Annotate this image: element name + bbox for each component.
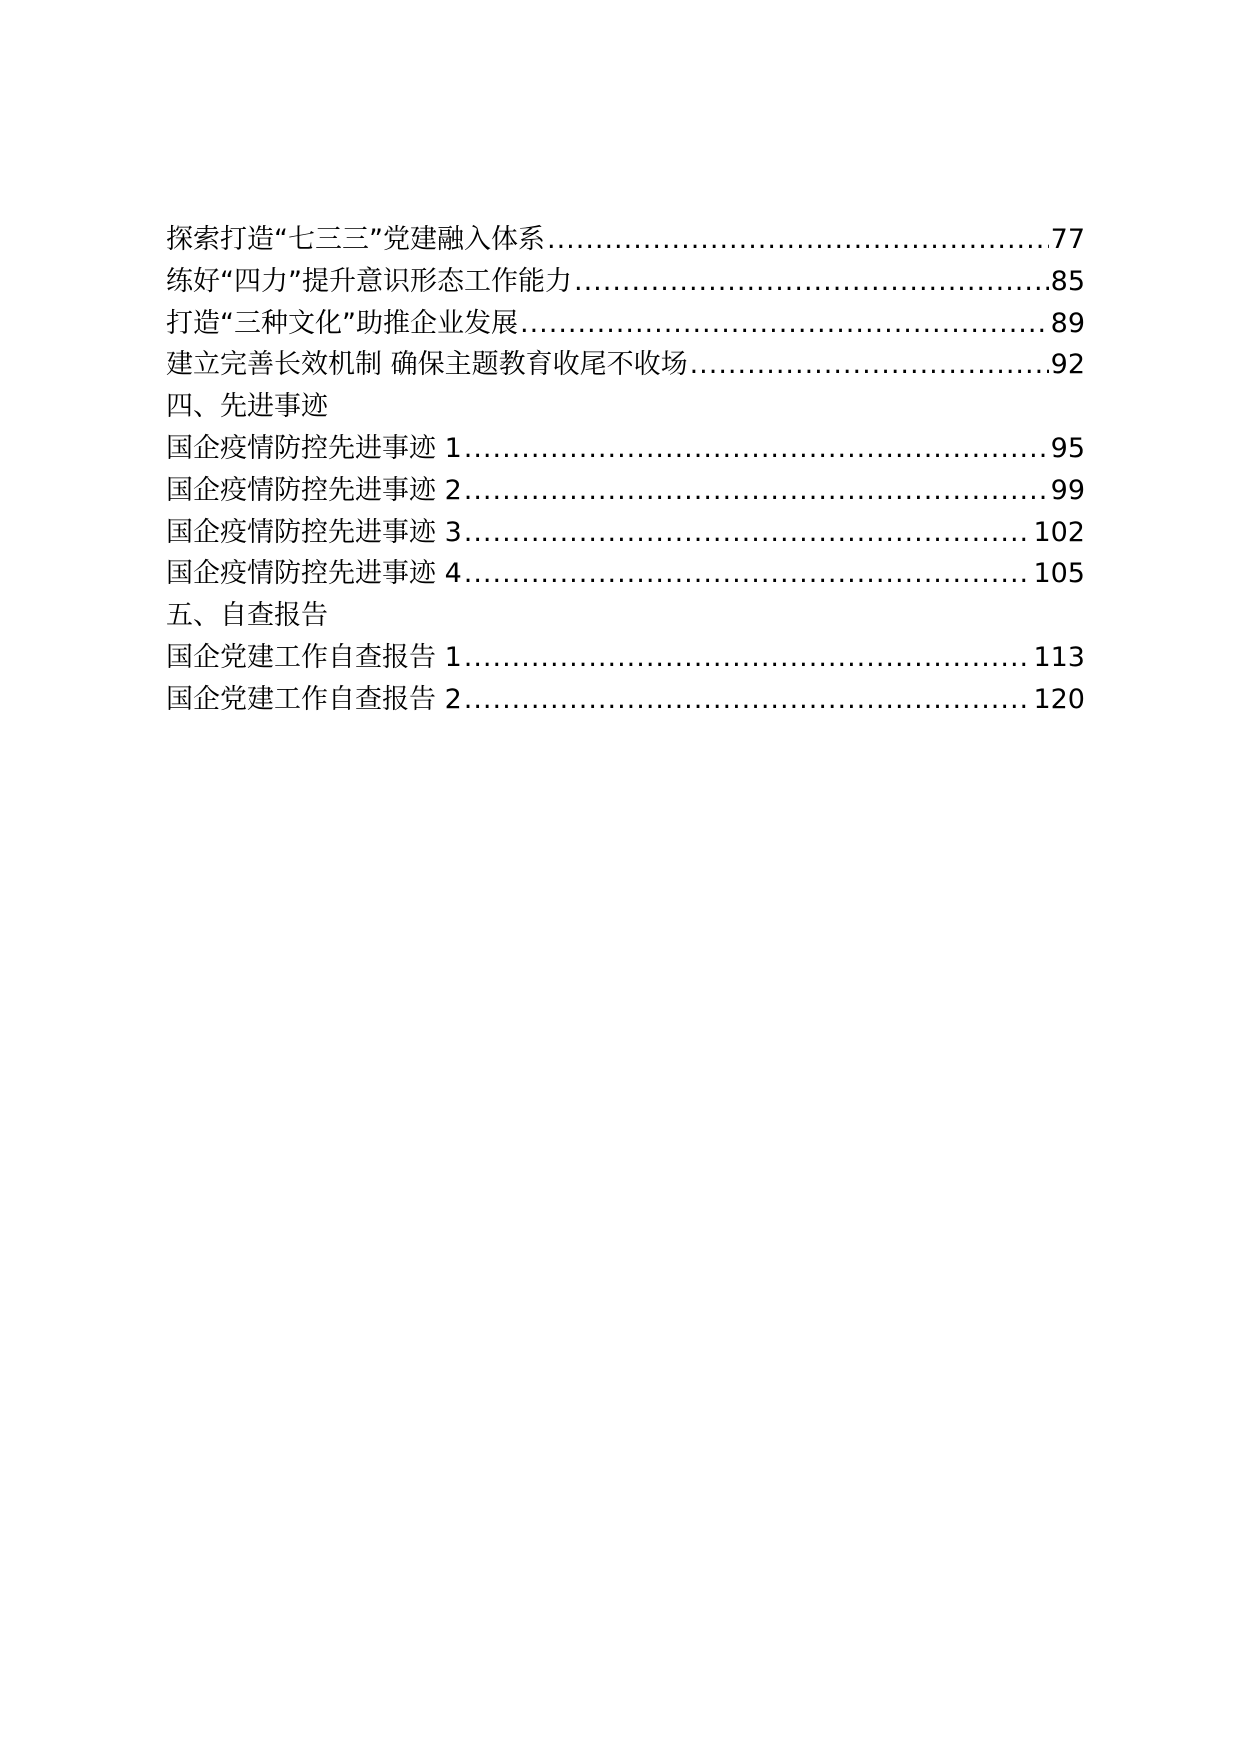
toc-entry[interactable] (166, 261, 1085, 303)
toc-entry-page: 113 (1033, 641, 1085, 673)
toc-entry-title: 国企疫情防控先进事迹 3 (166, 516, 462, 548)
toc-entry-title: 打造“三种文化”助推企业发展 (166, 307, 518, 339)
toc-entry-page: 77 (1050, 224, 1085, 255)
toc-entry-page: 99 (1050, 474, 1085, 506)
toc-section-heading[interactable] (166, 595, 1085, 637)
toc-entry-title: 练好“四力”提升意识形态工作能力 (166, 265, 572, 297)
toc-entry-title: 国企疫情防控先进事迹 4 (166, 558, 462, 590)
toc-entry-page: 95 (1050, 432, 1085, 464)
toc-leader-dots (520, 303, 1049, 345)
toc-leader-dots (464, 637, 1032, 679)
toc-entry[interactable] (166, 428, 1085, 470)
toc-entry-title: 国企党建工作自查报告 2 (166, 683, 462, 715)
toc-leader-dots (464, 470, 1049, 512)
toc-entry[interactable] (166, 637, 1085, 679)
toc-section-title: 四、先进事迹 (166, 391, 328, 423)
toc-entry[interactable] (166, 219, 1085, 261)
toc-entry[interactable] (166, 679, 1085, 721)
toc-entry[interactable] (166, 344, 1085, 386)
toc-section-heading[interactable] (166, 386, 1085, 428)
toc-leader-dots (547, 219, 1049, 261)
toc-entry-page: 102 (1033, 516, 1085, 548)
toc-leader-dots (464, 679, 1032, 721)
toc-entry-title: 国企疫情防控先进事迹 2 (166, 474, 462, 506)
toc-entry-title: 国企疫情防控先进事迹 1 (166, 432, 462, 464)
toc-entry-page: 120 (1033, 683, 1085, 715)
toc-leader-dots (464, 512, 1032, 554)
toc-entry-title: 探索打造“七三三”党建融入体系 (166, 224, 545, 255)
toc-leader-dots (690, 344, 1049, 386)
toc-entry-page: 105 (1033, 558, 1085, 590)
toc-entry[interactable] (166, 470, 1085, 512)
toc-entry[interactable] (166, 553, 1085, 595)
toc-section-title: 五、自查报告 (166, 600, 328, 632)
toc-leader-dots (574, 261, 1049, 303)
toc-entry-page: 92 (1050, 349, 1085, 381)
toc-leader-dots (464, 428, 1049, 470)
toc-entry[interactable] (166, 303, 1085, 345)
toc-entry-title: 国企党建工作自查报告 1 (166, 641, 462, 673)
toc-entry[interactable] (166, 512, 1085, 554)
table-of-contents (166, 219, 1085, 721)
toc-entry-title: 建立完善长效机制 确保主题教育收尾不收场 (166, 349, 688, 381)
toc-entry-page: 89 (1050, 307, 1085, 339)
toc-leader-dots (464, 553, 1032, 595)
toc-entry-page: 85 (1050, 265, 1085, 297)
